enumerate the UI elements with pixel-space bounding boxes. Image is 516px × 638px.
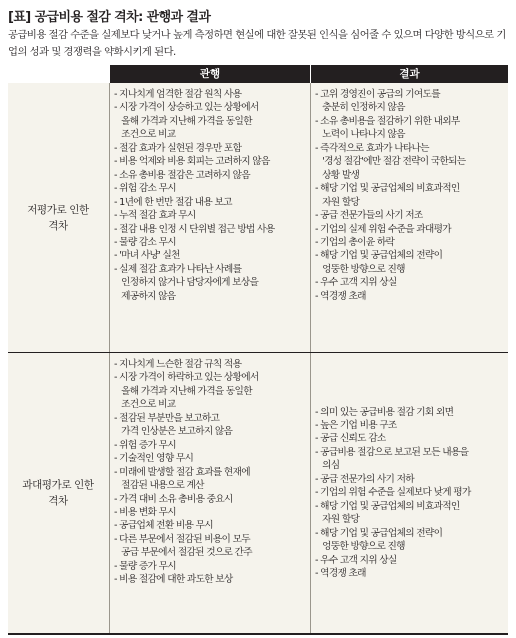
list-item: - 위험 감소 무시 xyxy=(114,183,176,195)
result-list xyxy=(315,83,507,357)
list-item: - 절감된 부분만을 보고하고 xyxy=(114,412,220,424)
list-item: 상황 발생 xyxy=(315,169,360,181)
list-item: 공급 부문에서 절감된 것으로 간주 xyxy=(114,547,252,559)
practice-list xyxy=(114,83,308,357)
list-item: - 고위 경영진이 공급의 기여도를 xyxy=(315,89,440,100)
list-item: - 공급 전문가의 사기 저하 xyxy=(315,473,414,485)
list-item: - 기업의 위험 수준을 실제보다 낮게 평가 xyxy=(315,487,471,499)
list-item: 엉뚱한 방향으로 진행 xyxy=(315,263,405,275)
list-item: - 공급 신뢰도 감소 xyxy=(315,433,386,445)
table-title: [표] 공급비용 절감 격차: 관행과 결과 xyxy=(8,10,211,25)
list-item: 올해 가격과 지난해 가격을 동일한 xyxy=(114,385,252,397)
header-blank-cell xyxy=(8,65,110,83)
table-row-overestimation xyxy=(8,353,508,635)
list-item: - 시장 가격이 상승하고 있는 상황에서 xyxy=(114,102,259,114)
list-item: - 위험 증가 무시 xyxy=(114,439,176,451)
intro-text: 공급비용 절감 수준을 실제보다 낮거나 높게 측정하면 현실에 대한 잘못된 인식을 심어줄 수 있으며 다양한 방식으로 기업의 성과 및 경쟁력을 약화시키게 된다. xyxy=(8,29,506,58)
list-item: - 우수 고객 지위 상실 xyxy=(315,277,397,289)
list-item: - 누적 절감 효과 무시 xyxy=(114,210,196,222)
list-item: - 지나치게 엄격한 절감 원칙 사용 xyxy=(114,89,242,100)
comparison-table xyxy=(8,65,508,633)
header-result: 결과 xyxy=(311,65,508,83)
list-item: - 절감 효과가 실현된 경우만 포함 xyxy=(114,142,242,154)
list-item: - 역경쟁 초래 xyxy=(315,567,366,579)
list-item: - 공급비용 절감으로 보고된 모든 내용을 xyxy=(315,446,469,458)
list-item: - 시장 가격이 하락하고 있는 상황에서 xyxy=(114,372,259,384)
list-item: - 물량 증가 무시 xyxy=(114,560,176,572)
list-item: - 소유 총비용을 절감하기 위한 내외부 xyxy=(315,115,460,127)
column-divider xyxy=(310,83,311,352)
row-label: 과대평가로 인한 격차 xyxy=(22,479,94,507)
list-item: 조건으로 비교 xyxy=(114,129,176,141)
list-item: 엉뚱한 방향으로 진행 xyxy=(315,541,405,553)
list-item: - 기술적인 영향 무시 xyxy=(114,453,194,465)
row-label: 저평가로 인한 격차 xyxy=(27,203,89,232)
list-item: 노력이 나타나지 않음 xyxy=(315,129,405,141)
list-item: 충분히 인정하지 않음 xyxy=(315,102,405,114)
list-item: - 해당 기업 및 공급업체의 비효과적인 xyxy=(315,183,460,195)
list-item: 자원 할당 xyxy=(315,196,360,208)
list-item: - 해당 기업 및 공급업체의 전략이 xyxy=(315,250,443,262)
list-item: - 실제 절감 효과가 나타난 사례를 xyxy=(114,263,242,275)
result-list xyxy=(315,353,507,633)
list-item: 조건으로 비교 xyxy=(114,399,176,411)
list-item: - 비용 절감에 대한 과도한 보상 xyxy=(114,574,233,586)
list-item: - 1년에 한 번만 절감 내용 보고 xyxy=(114,196,232,208)
list-item: - 비용 변화 무시 xyxy=(114,506,176,518)
column-divider xyxy=(109,83,110,352)
list-item: - 해당 기업 및 공급업체의 비효과적인 xyxy=(315,500,460,512)
list-item: - '마녀 사냥' 실천 xyxy=(114,250,180,262)
list-item: 올해 가격과 지난해 가격을 동일한 xyxy=(114,115,252,127)
list-item: 인정하지 않거나 담당자에게 보상을 xyxy=(114,277,259,289)
list-item: - 가격 대비 소유 총비용 중요시 xyxy=(114,493,233,505)
list-item: - 역경쟁 초래 xyxy=(315,290,366,302)
list-item: - 물량 감소 무시 xyxy=(114,236,176,248)
list-item: - 절감 내용 인정 시 단위별 접근 방법 사용 xyxy=(114,223,275,235)
header-practice: 관행 xyxy=(110,65,310,83)
column-divider xyxy=(109,353,110,633)
list-item: - 공급 전문가들의 사기 저조 xyxy=(315,210,423,222)
practice-list xyxy=(114,353,308,638)
list-item: '경성 절감'에만 절감 전략이 국한되는 xyxy=(315,156,466,168)
list-item: - 기업의 총이윤 하락 xyxy=(315,236,395,248)
list-item: - 비용 억제와 비용 회피는 고려하지 않음 xyxy=(114,156,270,168)
list-item: - 즉각적으로 효과가 나타나는 xyxy=(315,142,429,154)
list-item: - 소유 총비용 절감은 고려하지 않음 xyxy=(114,169,250,181)
table-header-row xyxy=(8,65,508,83)
table-row-underestimation xyxy=(8,83,508,353)
list-item: - 의미 있는 공급비용 절감 기회 외면 xyxy=(315,406,454,418)
list-item: 의심 xyxy=(315,460,340,472)
list-item: - 기업의 실제 위험 수준을 과대평가 xyxy=(315,223,451,235)
list-item: 자원 할당 xyxy=(315,514,360,526)
list-item: - 미래에 발생할 절감 효과를 현재에 xyxy=(114,466,250,478)
list-item: 제공하지 않음 xyxy=(114,290,176,302)
list-item: - 공급업체 전환 비용 무시 xyxy=(114,520,213,532)
list-item: - 높은 기업 비용 구조 xyxy=(315,420,397,431)
list-item: - 우수 고객 지위 상실 xyxy=(315,554,397,566)
column-divider xyxy=(310,353,311,633)
list-item: 절감된 내용으로 계산 xyxy=(114,480,204,492)
list-item: - 다른 부문에서 절감된 비용이 모두 xyxy=(114,533,250,545)
list-item: - 해당 기업 및 공급업체의 전략이 xyxy=(315,527,443,539)
list-item: 가격 인상분은 보고하지 않음 xyxy=(114,426,233,438)
list-item: - 지나치게 느슨한 절감 규칙 적용 xyxy=(114,359,242,370)
